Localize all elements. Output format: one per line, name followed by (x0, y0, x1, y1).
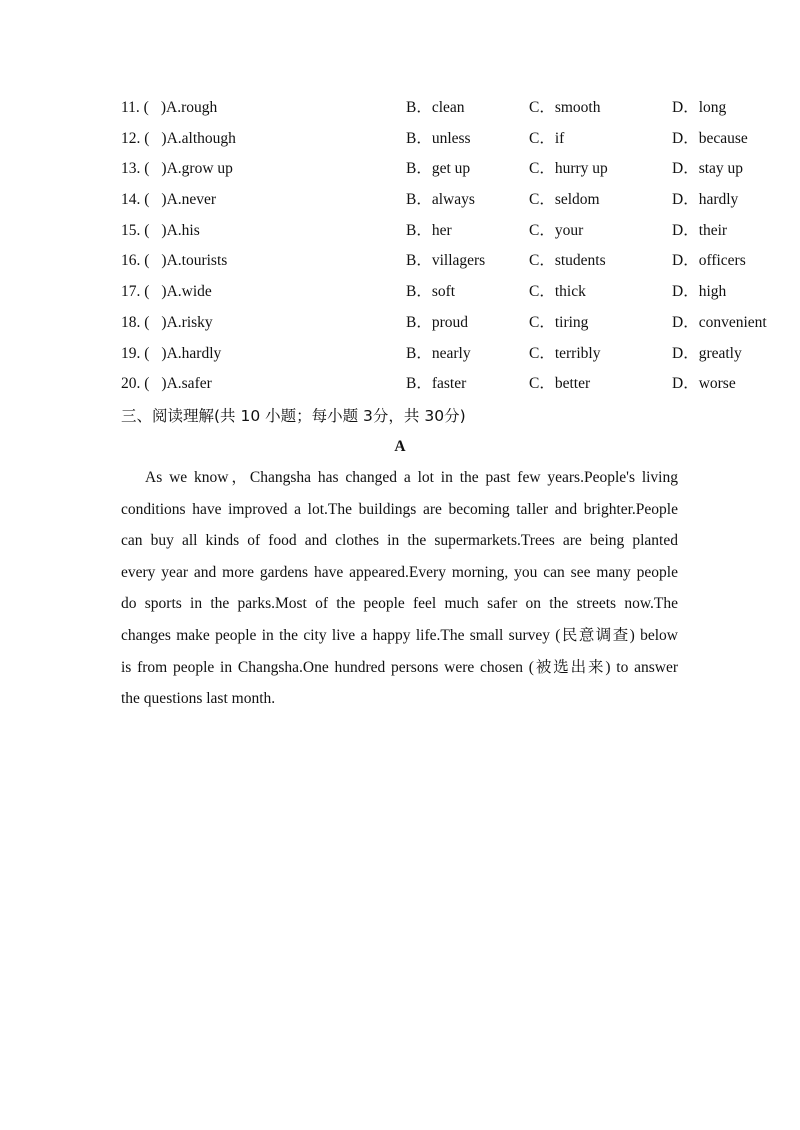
option-b: B．clean (406, 99, 465, 116)
question-number-and-option-a: 17. ( )A.wide (121, 283, 212, 301)
passage-line: conditions have improved a lot.The buildings are becoming taller and brighter.People (121, 500, 678, 518)
reading-passage (121, 462, 678, 715)
question-list (121, 93, 767, 400)
option-c: C．students (529, 252, 606, 270)
option-d: D．high (672, 283, 727, 301)
option-b: B．always (406, 191, 475, 209)
option-c: C．better (529, 375, 591, 393)
option-c: C．terribly (529, 344, 601, 362)
option-b: B．faster (406, 375, 467, 393)
section-title: 三、阅读理解(共 10 小题；每小题 3分，共 30分) (121, 407, 466, 425)
passage-line: As we know，Changsha has changed a lot in the past few years.People's living (145, 469, 678, 486)
passage-line: every year and more gardens have appeared.Every morning, you can see many people (121, 563, 678, 581)
question-row (121, 154, 744, 185)
passage-line: can buy all kinds of food and clothes in the supermarkets.Trees are being planted (121, 532, 678, 550)
question-number-and-option-a: 15. ( )A.his (121, 221, 200, 239)
passage-line: is from people in Changsha.One hundred persons were chosen (被选出来) to answer (121, 658, 678, 676)
option-d: D．long (672, 99, 727, 116)
question-row (121, 124, 748, 155)
question-number-and-option-a: 18. ( )A.risky (121, 313, 213, 331)
question-row (121, 369, 736, 400)
option-d: D．because (672, 129, 748, 147)
option-d: D．greatly (672, 344, 742, 362)
passage-line: the questions last month. (121, 690, 276, 708)
option-b: B．villagers (406, 252, 486, 270)
option-d: D．convenient (672, 313, 767, 331)
passage-label: A (394, 438, 406, 455)
question-number-and-option-a: 11. ( )A.rough (121, 99, 218, 116)
question-number-and-option-a: 12. ( )A.although (121, 129, 236, 147)
option-c: C．hurry up (529, 160, 608, 178)
question-row (121, 277, 727, 308)
question-row (121, 246, 746, 277)
option-d: D．officers (672, 252, 746, 270)
option-d: D．their (672, 221, 728, 239)
option-d: D．hardly (672, 191, 739, 209)
option-b: B．soft (406, 283, 456, 301)
option-b: B．get up (406, 160, 471, 178)
option-b: B．unless (406, 129, 471, 147)
question-row (121, 185, 739, 216)
option-c: C．seldom (529, 191, 600, 209)
option-b: B．her (406, 221, 452, 239)
question-number-and-option-a: 14. ( )A.never (121, 191, 217, 209)
question-number-and-option-a: 13. ( )A.grow up (121, 160, 233, 178)
option-c: C．thick (529, 283, 586, 301)
option-d: D．stay up (672, 160, 744, 178)
option-b: B．proud (406, 313, 469, 331)
question-number-and-option-a: 19. ( )A.hardly (121, 344, 222, 362)
passage-line: do sports in the parks.Most of the people feel much safer on the streets now.The (121, 595, 678, 613)
question-row (121, 339, 742, 370)
question-row (121, 93, 727, 124)
option-c: C．smooth (529, 99, 601, 116)
question-number-and-option-a: 20. ( )A.safer (121, 375, 212, 393)
option-b: B．nearly (406, 344, 471, 362)
option-c: C．your (529, 221, 584, 239)
passage-line: changes make people in the city live a happy life.The small survey (民意调查) below (121, 626, 678, 644)
question-number-and-option-a: 16. ( )A.tourists (121, 252, 228, 270)
question-row (121, 308, 767, 339)
question-row (121, 216, 728, 247)
option-d: D．worse (672, 375, 736, 393)
option-c: C．if (529, 129, 565, 147)
option-c: C．tiring (529, 313, 589, 331)
